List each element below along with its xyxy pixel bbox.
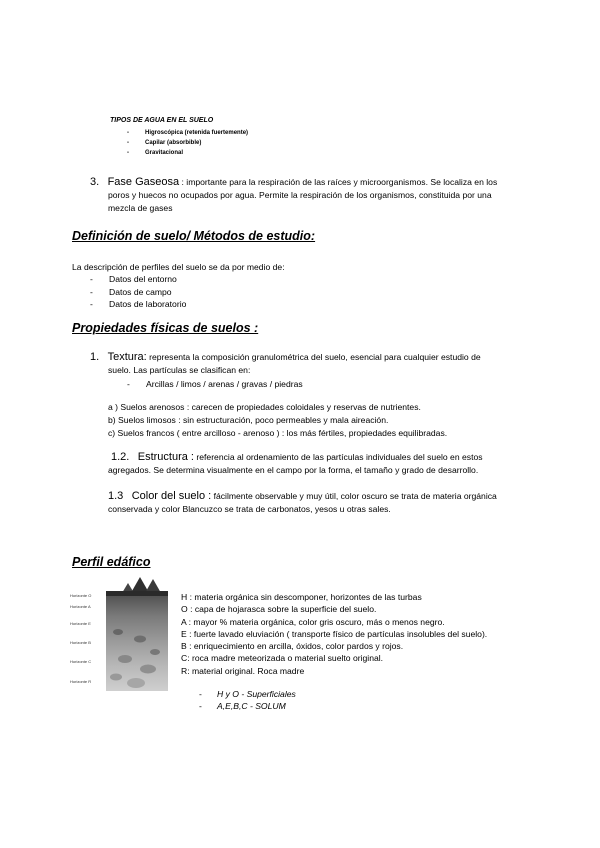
textura-paragraph [90,351,550,377]
list-item: - Capilar (absorbible) [127,138,248,148]
color-paragraph [108,490,558,516]
summary-item: - H y O - Superficiales [199,688,296,700]
tipos-agua-title: TIPOS DE AGUA EN EL SUELO [110,117,214,124]
color-line2: conservada y color Blancuzco se trata de carbonatos, yesos u otras sales. [108,504,391,514]
estructura-number: 1.2. [111,451,130,463]
label-horizonte-b: Horizonte B [70,640,91,645]
suelos-arenosos: a ) Suelos arenosos : carecen de propiedades coloidales y reservas de nutrientes. [108,402,421,412]
list-item: - Datos del entorno [90,273,186,286]
fase-line2: poros y huecos no ocupados por agua. Permite la respiración de los organismos, constituida por una [108,190,492,200]
textura-number: 1. [90,351,100,363]
label-horizonte-o: Horizonte O [70,593,92,598]
horizon-item: B : enriquecimiento en arcilla, óxidos, color pardos y rojos. [181,641,404,652]
textura-term: Textura: [107,351,147,363]
definicion-heading: Definición de suelo/ Métodos de estudio: [72,229,316,243]
horizon-item: H : materia orgánica sin descomponer, horizontes de las turbas [181,592,422,602]
color-line1: fácilmente observable y muy útil, color oscuro se trata de materia orgánica [211,491,497,501]
soil-profile-image [70,577,170,692]
label-horizonte-r: Horizonte R [70,679,92,684]
suelos-limosos: b) Suelos limosos : sin estructuración, poco permeables y mala aireación. [108,415,389,425]
textura-list [127,378,303,391]
horizons-list [181,591,487,677]
definicion-list [90,273,186,311]
horizon-item: R: material original. Roca madre [181,665,305,676]
list-item: - Datos de campo [90,286,186,299]
textura-line2: suelo. Las partículas se clasifican en: [108,365,251,375]
label-horizonte-e: Horizonte E [70,621,91,626]
list-item: - Datos de laboratorio [90,298,186,311]
color-number: 1.3 [108,490,124,502]
estructura-paragraph [108,451,558,477]
fase-gaseosa-paragraph [90,176,540,215]
fase-number: 3. [90,176,100,188]
definicion-intro: La descripción de perfiles del suelo se da por medio de: [72,262,285,272]
horizon-item: O : capa de hojarasca sobre la superficie del suelo. [181,604,377,615]
fase-line1: : importante para la respiración de las raíces y microorganismos. Se localiza en los [179,177,498,187]
perfil-heading: Perfil edáfico [72,555,151,569]
list-item: - Arcillas / limos / arenas / gravas / piedras [127,378,303,391]
horizon-item: E : fuerte lavado eluviación ( transporte físico de partículas insolubles del suelo). [181,628,488,639]
textura-line1: representa la composición granulométrica del suelo, esencial para cualquier estudio de [146,352,481,362]
propiedades-heading: Propiedades físicas de suelos : [72,321,259,335]
tipos-agua-list [127,128,248,158]
fase-line3: mezcla de gases [108,203,173,213]
estructura-line1: referencia al ordenamiento de las partículas individuales del suelo en estos [194,452,483,462]
label-horizonte-c: Horizonte C [70,659,92,664]
summary-item: - A,E,B,C - SOLUM [199,700,296,712]
estructura-line2: agregados. Se determina visualmente en el campo por la forma, el tamaño y grado de desarrollo. [108,465,479,475]
list-item: - Higroscópica (retenida fuertemente) [127,128,248,138]
horizon-item: A : mayor % materia orgánica, color gris oscuro, más o menos negro. [181,616,445,627]
estructura-term: Estructura : [137,451,194,463]
suelos-francos: c) Suelos francos ( entre arcilloso - arenoso ) : los más fértiles, propiedades equilibradas. [108,428,448,438]
label-horizonte-a: Horizonte A [70,604,91,609]
summary-list [199,688,296,712]
horizon-item: C: roca madre meteorizada o material suelto original. [181,653,384,664]
suelos-list [108,401,447,440]
fase-term: Fase Gaseosa [107,176,180,188]
color-term: Color del suelo : [131,490,212,502]
list-item: - Gravitacional [127,148,248,158]
